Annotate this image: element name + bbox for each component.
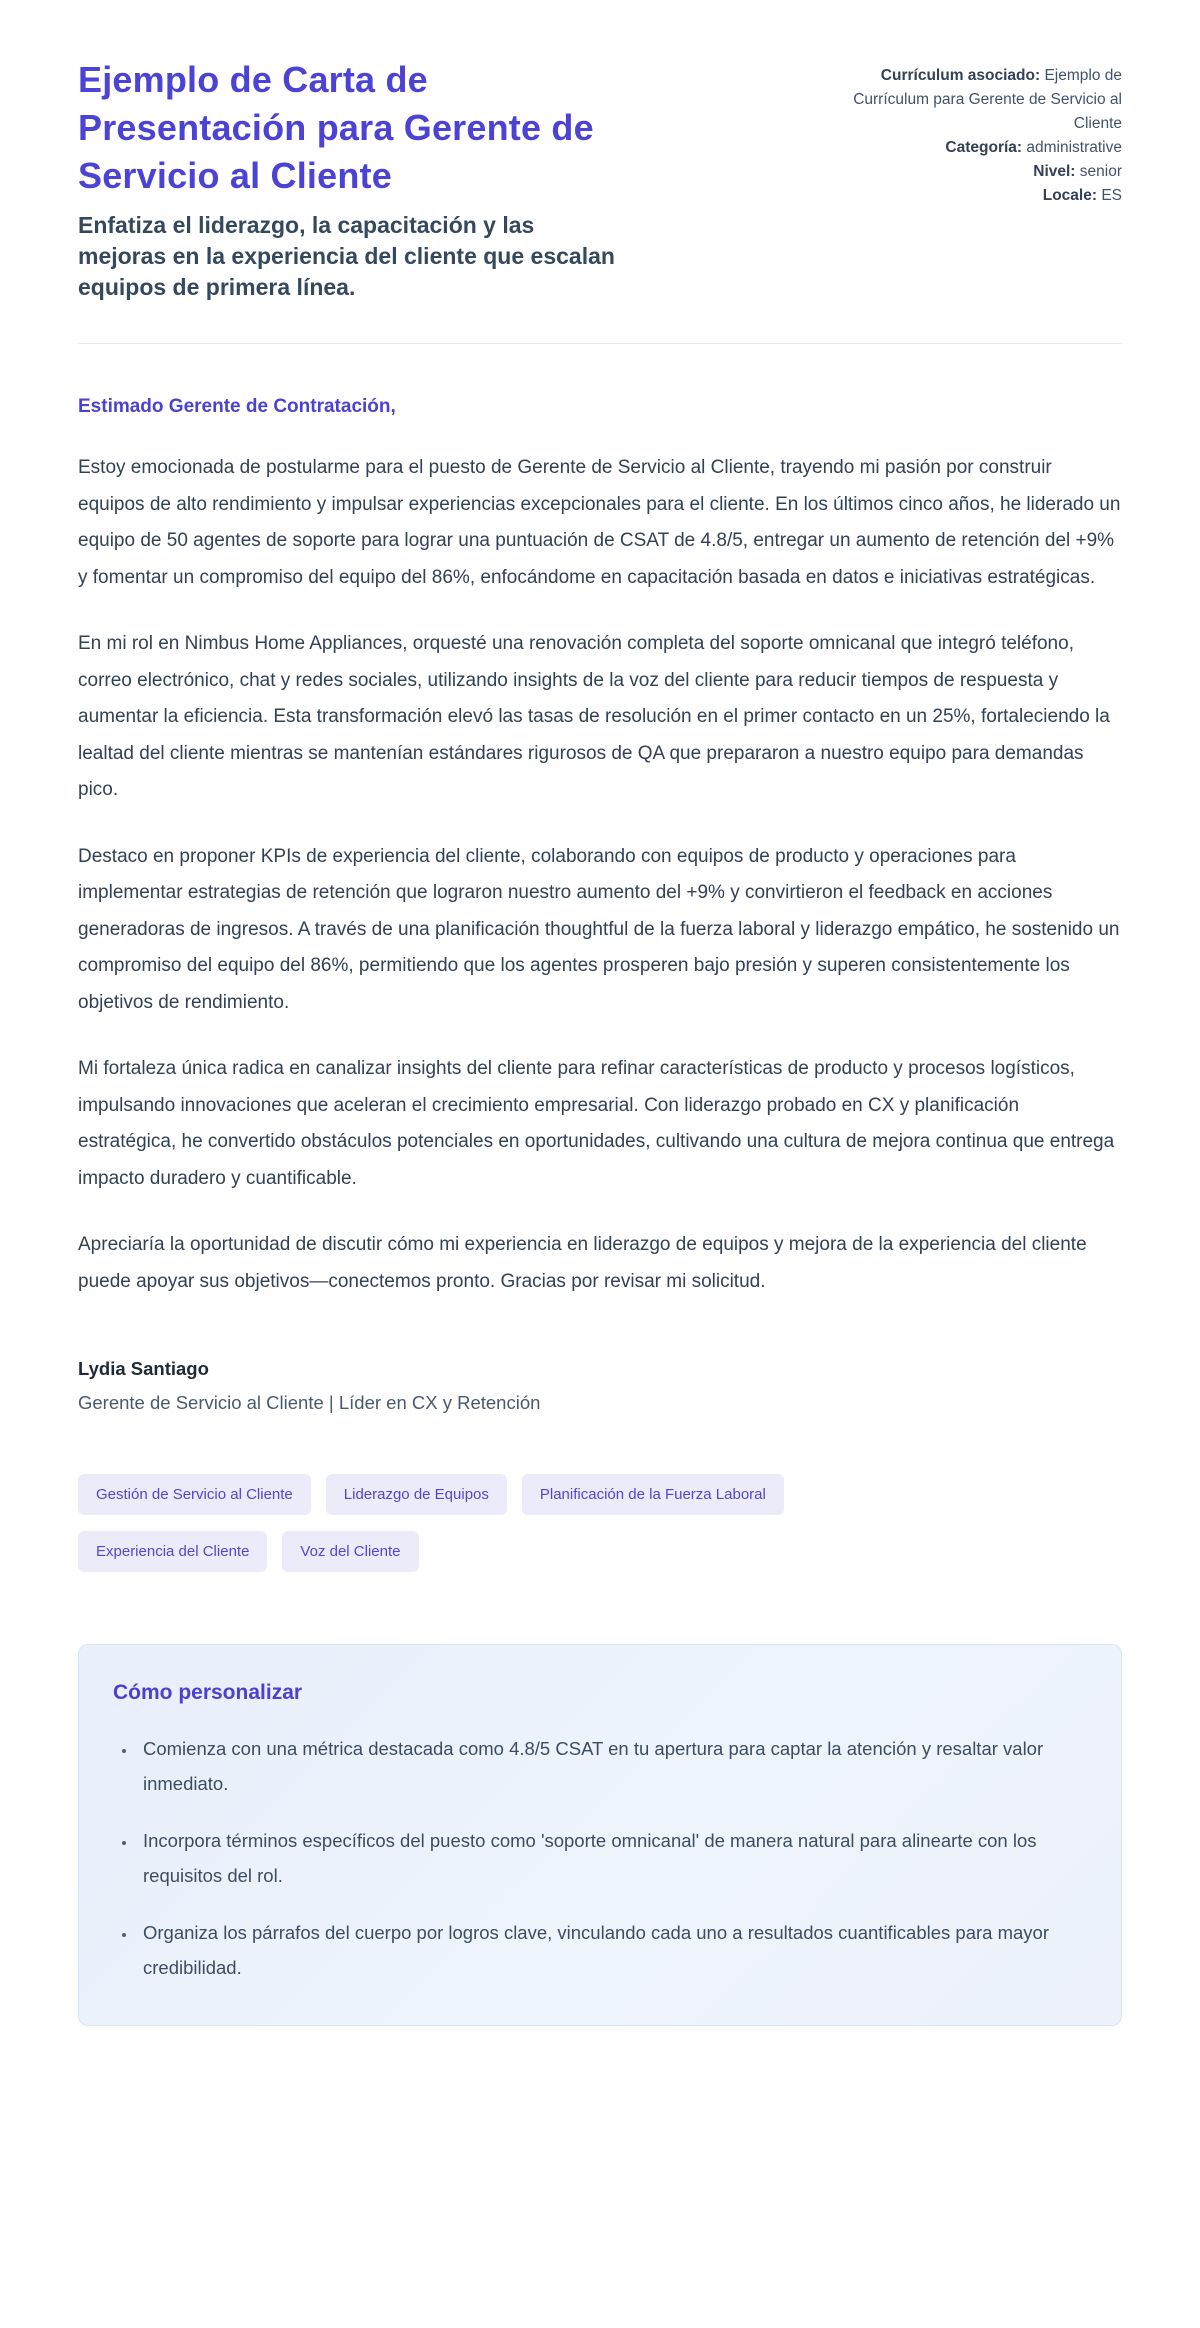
customization-tips-card: [78, 1644, 1122, 2026]
letter-paragraph: Mi fortaleza única radica en canalizar insights del cliente para refinar características de producto y procesos logísticos, impulsando innovaciones que aceleran el crecimiento empresarial. Con liderazgo probado en CX y planificación estratégica, he convertido obstáculos potenciales en oportunidades, cultivando una cultura de mejora continua que entrega impacto duradero y cuantificable.: [78, 1058, 1115, 1189]
meta-row: [802, 160, 1122, 184]
letter-greeting: Estimado Gerente de Contratación,: [78, 396, 396, 417]
meta-label: Locale:: [1042, 187, 1097, 204]
meta-row: [802, 64, 1122, 136]
signature-name: Lydia Santiago: [78, 1358, 209, 1379]
meta-row: [802, 184, 1122, 208]
meta-label: Nivel:: [1033, 163, 1076, 180]
letter-paragraph: Estoy emocionada de postularme para el puesto de Gerente de Servicio al Cliente, trayendo mi pasión por construir equipos de alto rendimiento y impulsar experiencias excepcionales para el cliente. En los últimos cinco años, he liderado un equipo de 50 agentes de soporte para lograr una puntuación de CSAT de 4.8/5, entregar un aumento de retención del +9% y fomentar un compromiso del equipo del 86%, enfocándome en capacitación basada en datos e iniciativas estratégicas.: [78, 457, 1121, 588]
signature-role: Gerente de Servicio al Cliente | Líder en CX y Retención: [78, 1392, 541, 1413]
tips-heading: Cómo personalizar: [113, 1681, 303, 1704]
letter-paragraph: Apreciaría la oportunidad de discutir cómo mi experiencia en liderazgo de equipos y mejora de la experiencia del cliente puede apoyar sus objetivos—conectemos pronto. Gracias por revisar mi solicitud.: [78, 1234, 1087, 1292]
meta-value: senior: [1079, 163, 1122, 180]
page-header: [78, 56, 1122, 303]
cover-letter-body: [78, 396, 1122, 1414]
page-subtitle: Enfatiza el liderazgo, la capacitación y las mejoras en la experiencia del cliente que escalan equipos de primera línea.: [78, 212, 615, 300]
tip-item: • Incorpora términos específicos del puesto como 'soporte omnicanal' de manera natural para alinearte con los requisitos del rol.: [137, 1823, 1087, 1893]
header-meta: [802, 56, 1122, 208]
page-title: Ejemplo de Carta de Presentación para Gerente de Servicio al Cliente: [78, 59, 594, 196]
letter-paragraph: Destaco en proponer KPIs de experiencia del cliente, colaborando con equipos de producto y operaciones para implementar estrategias de retención que lograron nuestro aumento del +9% y convirtieron el feedback en acciones generadoras de ingresos. A través de una planificación thoughtful de la fuerza laboral y liderazgo empático, he sostenido un compromiso del equipo del 86%, permitiendo que los agentes prosperen bajo presión y superen consistentemente los objetivos de rendimiento.: [78, 845, 1120, 1013]
letter-paragraphs: [78, 450, 1122, 1300]
tips-list: [113, 1731, 1087, 1985]
skill-tag-chip[interactable]: Gestión de Servicio al Cliente: [78, 1474, 311, 1515]
meta-row: [802, 136, 1122, 160]
header-divider: [78, 343, 1122, 344]
skill-tag-chip[interactable]: Liderazgo de Equipos: [326, 1474, 507, 1515]
letter-paragraph: En mi rol en Nimbus Home Appliances, orquesté una renovación completa del soporte omnicanal que integró teléfono, correo electrónico, chat y redes sociales, utilizando insights de la voz del cliente para reducir tiempos de respuesta y aumentar la eficiencia. Esta transformación elevó las tasas de resolución en el primer contacto en un 25%, fortaleciendo la lealtad del cliente mientras se mantenían estándares rigurosos de QA que prepararon a nuestro equipo para demandas pico.: [78, 633, 1110, 800]
signature-block: [78, 1358, 1122, 1414]
skill-tag-chip[interactable]: Planificación de la Fuerza Laboral: [522, 1474, 784, 1515]
tip-item: • Comienza con una métrica destacada como 4.8/5 CSAT en tu apertura para captar la atención y resaltar valor inmediato.: [137, 1731, 1087, 1801]
meta-value: administrative: [1026, 139, 1122, 156]
meta-label: Categoría:: [945, 139, 1023, 156]
meta-value: ES: [1101, 187, 1122, 204]
skill-tags: [78, 1474, 978, 1572]
skill-tag-chip[interactable]: Experiencia del Cliente: [78, 1531, 267, 1572]
tip-item: • Organiza los párrafos del cuerpo por logros clave, vinculando cada uno a resultados cuantificables para mayor credibilidad.: [137, 1915, 1087, 1985]
skill-tag-chip[interactable]: Voz del Cliente: [282, 1531, 418, 1572]
meta-label: Currículum asociado:: [880, 67, 1041, 84]
header-title-block: [78, 56, 638, 303]
meta-value: Ejemplo de Currículum para Gerente de Servicio al Cliente: [853, 67, 1122, 132]
